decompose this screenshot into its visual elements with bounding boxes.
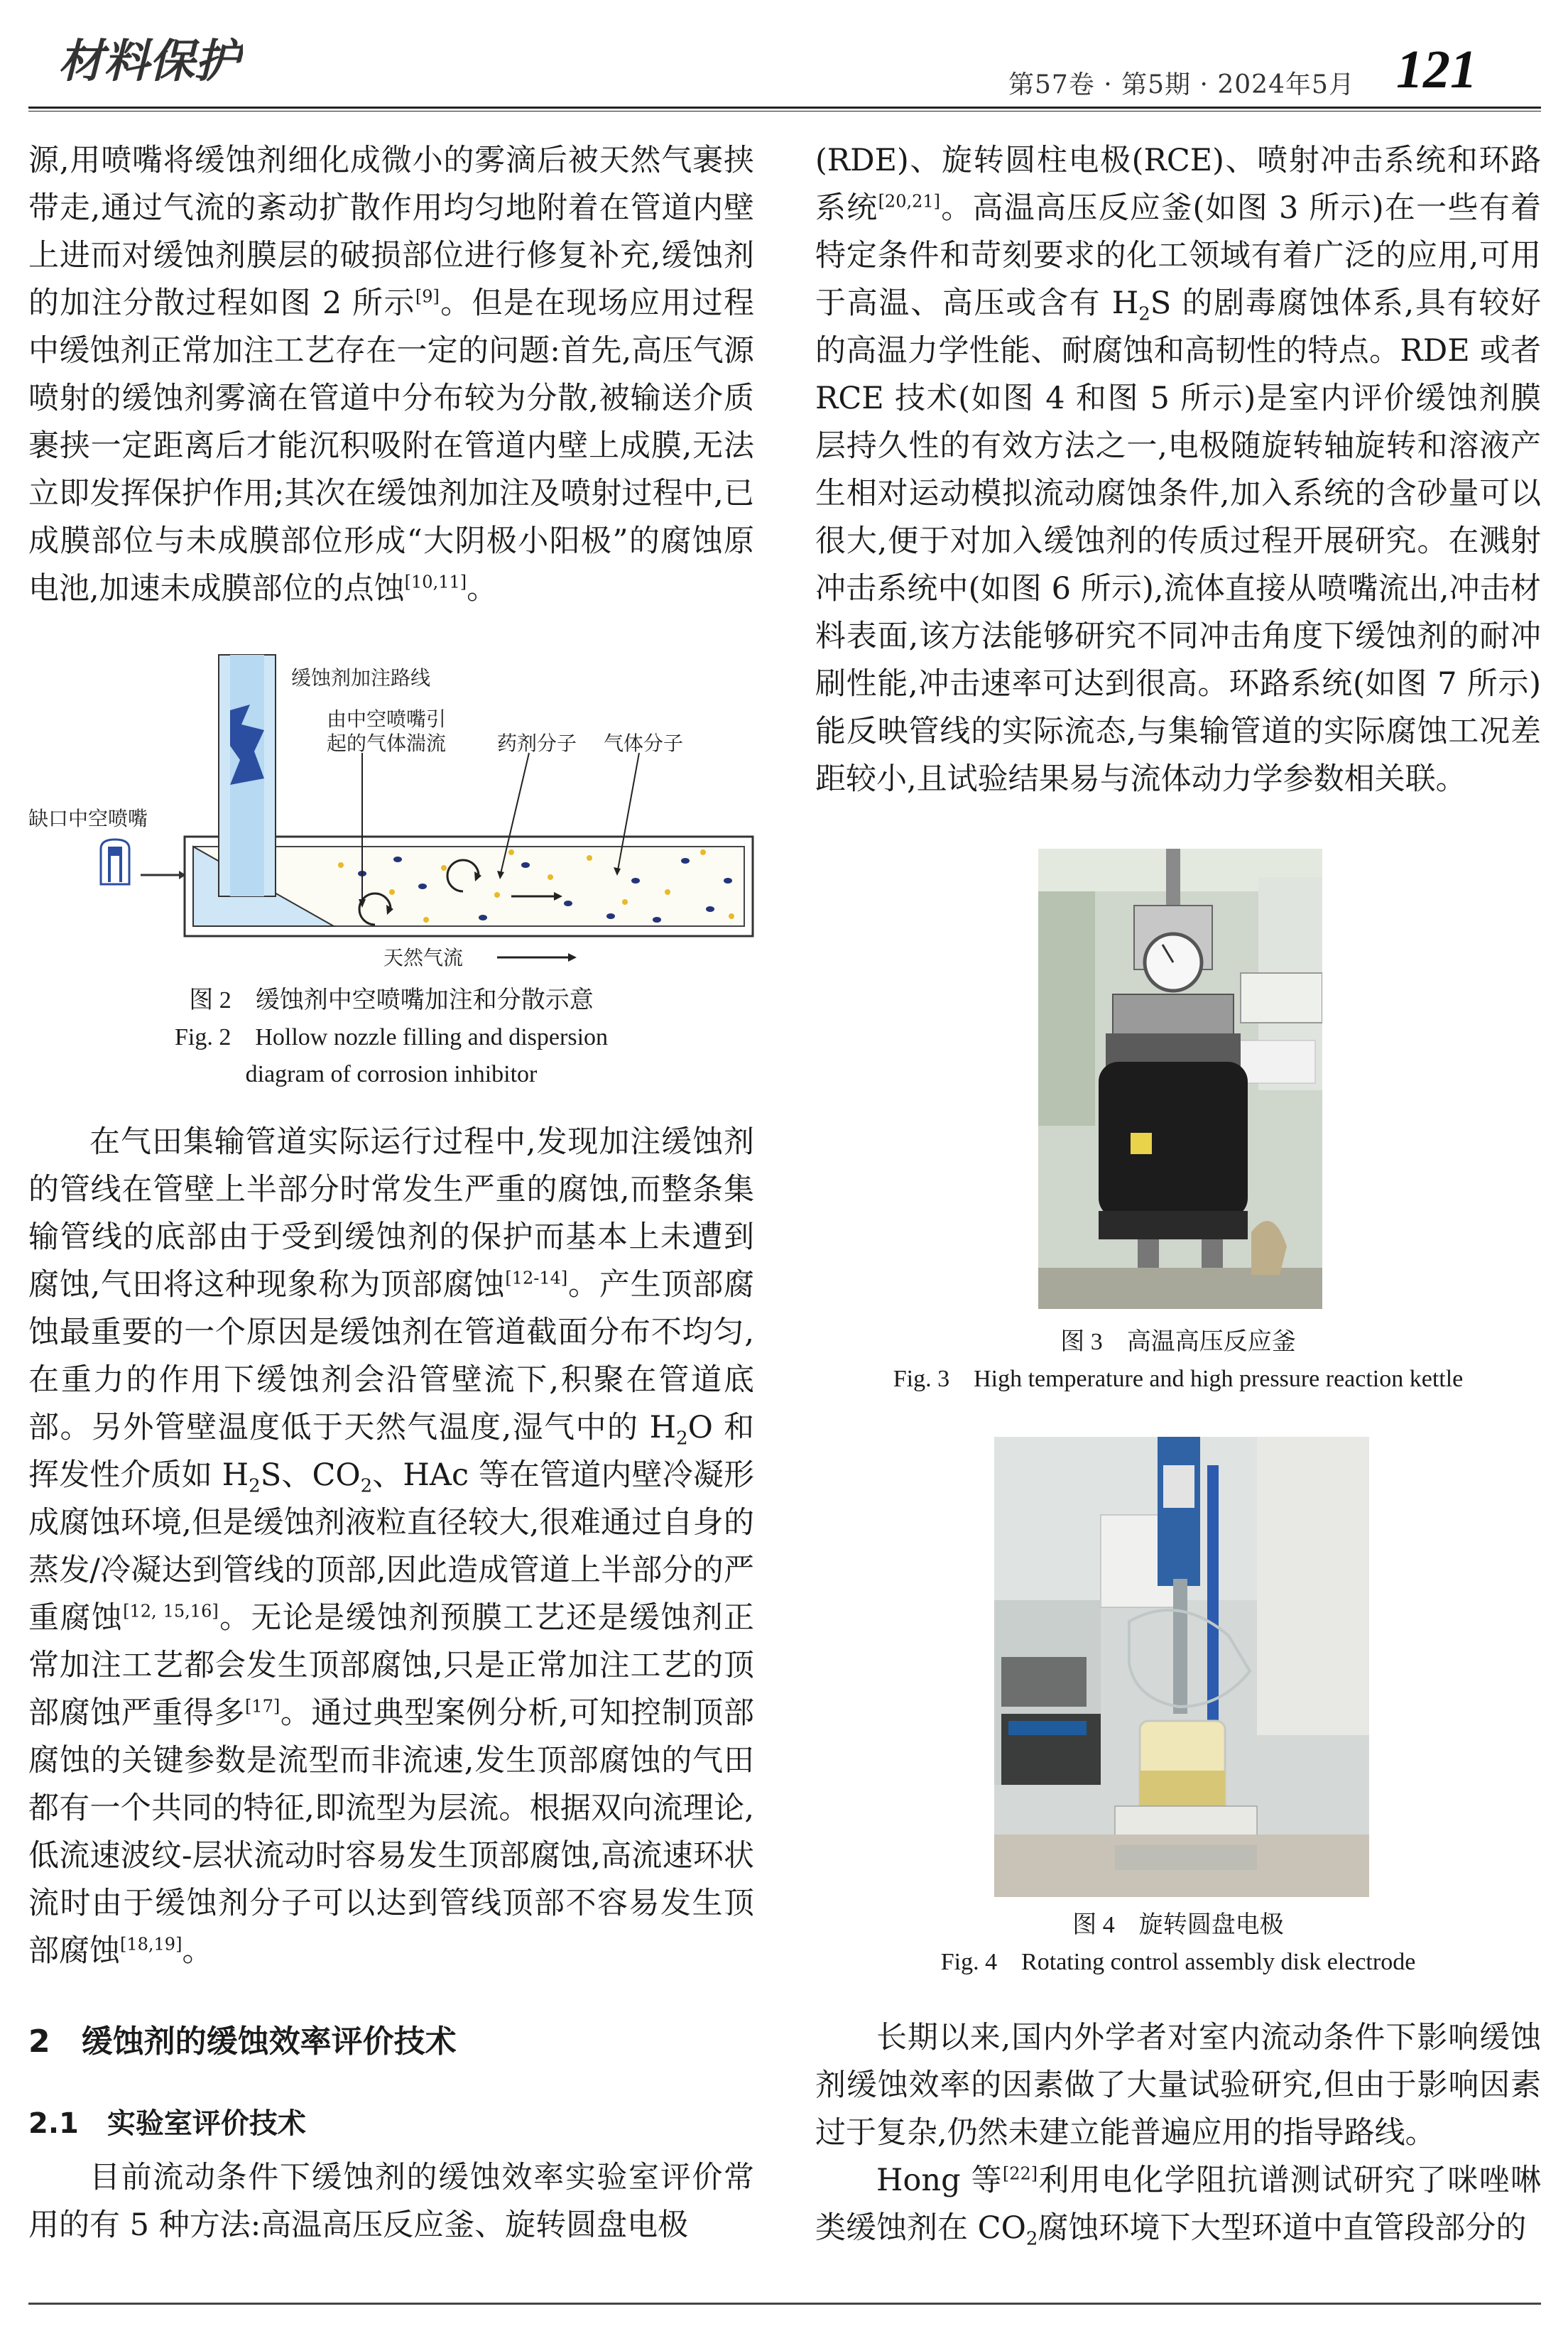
issue-info: 第57卷 · 第5期 · 2024年5月 <box>1008 70 1355 99</box>
footer-rule <box>28 2303 1541 2305</box>
figure-2-caption-en-1: Fig. 2 Hollow nozzle filling and dispersion <box>174 1024 609 1050</box>
right-paragraph-2: 长期以来,国内外学者对室内流动条件下影响缓蚀剂缓蚀效率的因素做了大量试验研究,但由于影响因素过于复杂,仍然未建立能普遍应用的指导路线。 <box>815 2020 1541 2151</box>
figure-4-photo <box>994 1437 1369 1897</box>
label-gas-molecule: 气体分子 <box>604 732 684 755</box>
figure-2-caption <box>28 982 754 1093</box>
subsection-heading: 2.1 实验室评价技术 <box>28 2107 306 2140</box>
figure-2-caption-cn: 图 2 缓蚀剂中空喷嘴加注和分散示意 <box>189 987 594 1014</box>
left-paragraph-3: 目前流动条件下缓蚀剂的缓蚀效率实验室评价常用的有 5 种方法:高温高压反应釜、旋转圆盘电极 <box>28 2160 754 2243</box>
left-column-lower <box>28 1119 754 1975</box>
figure-4-caption-en: Fig. 4 Rotating control assembly disk electrode <box>940 1949 1416 1975</box>
journal-logo <box>58 28 243 92</box>
right-column-top <box>815 137 1541 803</box>
figure-4-caption-cn: 图 4 旋转圆盘电极 <box>1072 1912 1284 1938</box>
left-paragraph-2: 在气田集输管道实际运行过程中,发现加注缓蚀剂的管线在管壁上半部分时常发生严重的腐蚀,而整条集输管线的底部由于受到缓蚀剂的保护而基本上未遭到腐蚀,气田将这种现象称为顶部腐蚀[12-14]。产生顶部腐蚀最重要的一个原因是缓蚀剂在管道截面分布不均匀,在重力的作用下缓蚀剂会沿管壁流下,积聚在管道底部。另外管壁温度低于天然气温度,湿气中的 $H_2O$ 和挥发性介质如 $H_2S$、$CO_2$、HAc 等在管道内壁冷凝形成腐蚀环境,但是缓蚀剂液粒直径较大,很难通过自身的蒸发/冷凝达到管线的顶部,因此造成管道上半部分的严重腐蚀[12, 15,16]。无论是缓蚀剂预膜工艺还是缓蚀剂正常加注工艺都会发生顶部腐蚀,只是正常加注工艺的顶部腐蚀严重得多[17]。通过典型案例分析,可知控制顶部腐蚀的关键参数是流型而非流速,发生顶部腐蚀的气田都有一个共同的特征,即流型为层流。根据双向流理论,低流速波纹-层状流动时容易发生顶部腐蚀,高流速环状流时由于缓蚀剂分子可以达到管线顶部不容易发生顶部腐蚀[18,19]。 <box>28 1124 755 1969</box>
figure-3-caption-en: Fig. 3 High temperature and high pressure reaction kettle <box>893 1366 1464 1392</box>
page-number: 121 <box>1396 40 1477 99</box>
section-heading: 2 缓蚀剂的缓蚀效率评价技术 <box>28 2023 457 2060</box>
label-gas-flow: 天然气流 <box>383 946 464 969</box>
header-rule-thin <box>28 111 1541 112</box>
figure-2-caption-en-2: diagram of corrosion inhibitor <box>245 1061 538 1087</box>
label-turbulence-2: 起的气体湍流 <box>327 732 447 755</box>
journal-logo-text: 材料保护 <box>58 35 240 88</box>
left-column-bottom <box>28 2154 754 2249</box>
left-column-top <box>28 137 754 613</box>
figure-3-caption-cn: 图 3 高温高压反应釜 <box>1060 1329 1296 1355</box>
label-nozzle: 缺口中空喷嘴 <box>28 807 148 830</box>
figure-4-caption <box>815 1907 1541 1981</box>
header-right <box>980 39 1477 99</box>
figure-3-caption <box>815 1324 1541 1398</box>
label-injection-path: 缓蚀剂加注路线 <box>291 666 431 690</box>
right-paragraph-3: Hong 等[22]利用电化学阻抗谱测试研究了咪唑啉类缓蚀剂在 $CO_2$腐蚀环境下大型环道中直管段部分的 <box>815 2163 1542 2250</box>
label-agent-molecule: 药剂分子 <box>497 732 577 755</box>
right-paragraph-1: (RDE)、旋转圆柱电极(RCE)、喷射冲击系统和环路系统[20,21]。高温高压反应釜(如图 3 所示)在一些有着特定条件和苛刻要求的化工领域有着广泛的应用,可用于高温、高压或含有 $H_2S$ 的剧毒腐蚀体系,具有较好的高温力学性能、耐腐蚀和高韧性的特点。RDE 或者 RCE 技术(如图 4 和图 5 所示)是室内评价缓蚀剂膜层持久性的有效方法之一,电极随旋转轴旋转和溶液产生相对运动模拟流动腐蚀条件,加入系统的含砂量可以很大,便于对加入缓蚀剂的传质过程开展研究。在溅射冲击系统中(如图 6 所示),流体直接从喷嘴流出,冲击材料表面,该方法能够研究不同冲击角度下缓蚀剂的耐冲刷性能,冲击速率可达到很高。环路系统(如图 7 所示)能反映管线的实际流态,与集输管道的实际腐蚀工况差距较小,且试验结果易与流体动力学参数相关联。 <box>815 143 1542 797</box>
right-column-bottom <box>815 2014 1541 2252</box>
figure-3-photo <box>1038 849 1322 1309</box>
label-turbulence-1: 由中空喷嘴引 <box>327 707 447 731</box>
header-rule <box>28 107 1541 109</box>
figure-2-diagram <box>28 639 760 973</box>
left-paragraph-1: 源,用喷嘴将缓蚀剂细化成微小的雾滴后被天然气裹挟带走,通过气流的紊动扩散作用均匀地附着在管道内壁上进而对缓蚀剂膜层的破损部位进行修复补充,缓蚀剂的加注分散过程如图 2 所示[9]。但是在现场应用过程中缓蚀剂正常加注工艺存在一定的问题:首先,高压气源喷射的缓蚀剂雾滴在管道中分布较为分散,被输送介质裹挟一定距离后才能沉积吸附在管道内壁上成膜,无法立即发挥保护作用;其次在缓蚀剂加注及喷射过程中,已成膜部位与未成膜部位形成“大阴极小阳极”的腐蚀原电池,加速未成膜部位的点蚀[10,11]。 <box>28 143 755 607</box>
